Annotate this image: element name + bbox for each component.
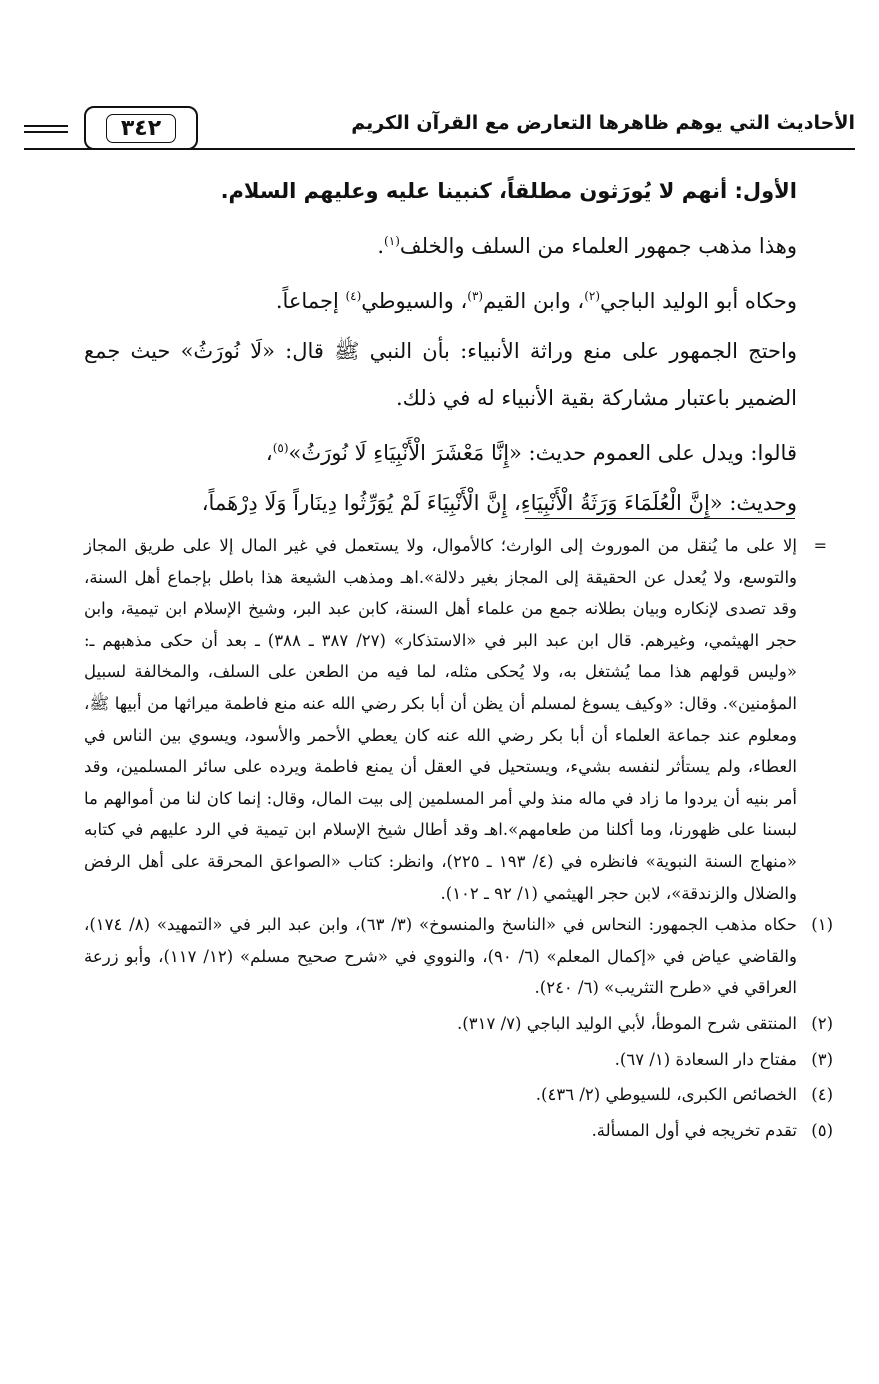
footnote-number: (١) — [811, 915, 833, 935]
footnote-text: تقدم تخريجه في أول المسألة. — [591, 1120, 797, 1140]
footnote-ref: (٢) — [584, 289, 601, 303]
page-number-frame — [84, 106, 198, 150]
footnote-4 — [84, 1079, 833, 1111]
paragraph-6: وحديث: «إِنَّ الْعُلَمَاءَ وَرَثَةُ الْأَنْبِيَاءِ، إِنَّ الْأَنْبِيَاءَ لَمْ يُوَرِّثُوا دِينَاراً وَلَا دِرْهَماً، — [201, 491, 797, 515]
page-number: ٣٤٢ — [106, 114, 176, 143]
footnote-text: حكاه مذهب الجمهور: النحاس في «الناسخ والمنسوخ» (٣/ ٦٣)، وابن عبد البر في «التمهيد» (٨/ ١٧٤)، والقاضي عياض في «إكمال المعلم» (٦/ ٩٠)، والنووي في «شرح صحيح مسلم» (١٢/ ١١٧)، وأبو زرعة العراقي في «طرح التثريب» (٦/ ٢٤٠). — [84, 915, 797, 998]
main-text — [84, 168, 797, 530]
paragraph-2: وهذا مذهب جمهور العلماء من السلف والخلف$^{(١)}$. — [377, 234, 797, 258]
paragraph-text: ، وابن القيم — [483, 289, 585, 313]
paragraph-text: وهذا مذهب جمهور العلماء من السلف والخلف — [399, 234, 797, 258]
footnote-text: المنتقى شرح الموطأ، لأبي الوليد الباجي (٧/ ٣١٧). — [457, 1013, 797, 1033]
paragraph-5 — [84, 425, 797, 477]
footnote-5 — [84, 1115, 833, 1147]
footnote-1 — [84, 909, 833, 1004]
footnote-number: (٢) — [811, 1013, 833, 1033]
footnote-continuation — [84, 530, 827, 909]
paragraph-4: واحتج الجمهور على منع وراثة الأنبياء: بأن النبي ﷺ قال: «لَا نُورَثُ» حيث جمع الضمير باعتبار مشاركة بقية الأنبياء له في ذلك. — [84, 339, 797, 410]
paragraph-text: أنهم لا يُورَثون مطلقاً، كنبينا عليه وعليهم السلام. — [220, 179, 735, 203]
footnote-number: (٥) — [811, 1120, 833, 1140]
footnote-2 — [84, 1008, 833, 1040]
footnote-separator — [525, 518, 795, 519]
paragraph-text: ، — [265, 441, 273, 465]
paragraph-3 — [84, 273, 797, 325]
header-ornament — [24, 125, 68, 127]
paragraph-text: قالوا: ويدل على العموم حديث: «إِنَّا مَعْشَرَ الْأَنْبِيَاءِ لَا نُورَثُ» — [288, 441, 797, 465]
footnote-3 — [84, 1044, 833, 1076]
header-title: الأحاديث التي يوهم ظاهرها التعارض مع القرآن الكريم — [351, 112, 855, 134]
footnote-ref: (٤) — [345, 289, 362, 303]
footnote-ref: (٣) — [467, 289, 484, 303]
continuation-mark: = — [813, 536, 827, 555]
footnote-text: مفتاح دار السعادة (١/ ٦٧). — [614, 1049, 797, 1069]
footnote-number: (٤) — [811, 1085, 833, 1105]
paragraph-text: إجماعاً. — [275, 289, 346, 313]
footnote-ref: (١) — [384, 234, 400, 248]
footnote-text: إلا على ما يُنقل من الموروث إلى الوارث؛ كالأموال، ولا يستعمل في غير المال إلا على طريق المجاز والتوسع، ولا يُعدل عن الحقيقة إلى المجاز بغير دلالة».اهـ ومذهب الشيعة هذا باطل بإجماع أهل السنة، وقد تصدى لإنكاره وبيان بطلانه جمع من علماء أهل السنة، كابن عبد البر، وشيخ الإسلام ابن تيمية، وابن حجر الهيثمي، وغيرهم. قال ابن عبد البر في «الاستذكار» (٢٧/ ٣٨٧ ـ ٣٨٨) ـ بعد أن حكى مذهبهم ـ: «وليس قولهم هذا مما يُشتغل به، ولا يُحكى مثله، لما فيه من الطعن على السلف، والمخالفة لسبيل المؤمنين». وقال: «وكيف يسوغ لمسلم أن يظن أن أبا بكر رضي الله عنه منع فاطمة ميراثها من أبيها ﷺ، ومعلوم عند جماعة العلماء أن أبا بكر رضي الله عنه كان يعطي الأحمر والأسود، ويسوي بين الناس في العطاء، ولم يستأثر لنفسه بشيء، ويستحيل في العقل أن يمنع فاطمة ويرده على سائر المسلمين، وقد أمر بنيه أن يردوا ما زاد في ماله منذ ولي أمر المسلمين إلى بيت المال، وقال: إنما كان لنا من أموالهم ما لبسنا على ظهورنا، وما أكلنا من طعامهم».اهـ وقد أطال شيخ الإسلام ابن تيمية في الرد عليهم في كتابه «منهاج السنة النبوية» فانظره في (٤/ ١٩٣ ـ ٢٢٥)، وانظر: كتاب «الصواعق المحرقة على أهل الرفض والضلال والزندقة»، لابن حجر الهيثمي (١/ ٩٢ ـ ١٠٢). — [84, 536, 798, 903]
footnotes — [84, 530, 833, 1146]
paragraph-lead: الأول: — [734, 179, 797, 203]
paragraph-text: ، والسيوطي — [361, 289, 468, 313]
footnote-ref: (٥) — [272, 441, 289, 455]
running-header — [24, 106, 855, 150]
header-ornament — [24, 131, 68, 133]
paragraph-text: وحكاه أبو الوليد الباجي — [600, 289, 797, 313]
footnote-number: (٣) — [811, 1049, 833, 1069]
paragraph-1 — [84, 168, 797, 215]
footnote-text: الخصائص الكبرى، للسيوطي (٢/ ٤٣٦). — [535, 1085, 797, 1105]
